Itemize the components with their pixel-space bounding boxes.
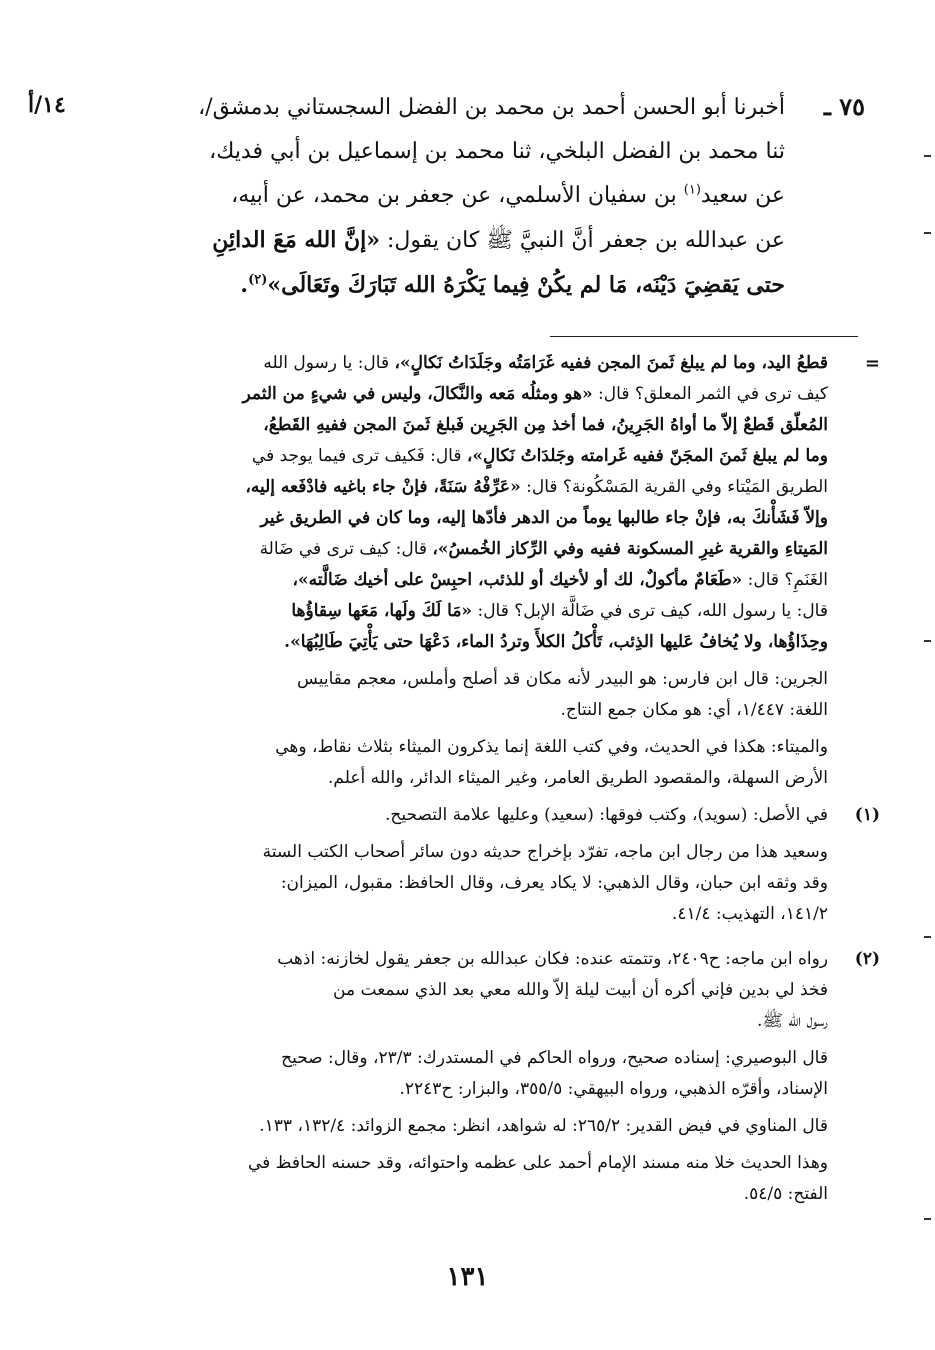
footnote-marker: (١)	[683, 182, 701, 198]
footnote-continuation	[110, 348, 880, 794]
footnote-paragraph	[110, 837, 828, 930]
bold-text: قطعُ اليد، وما لم يبلغ ثَمنَ المجن ففيه غَرَامَتُه وجَلَدَاتُ نَكالٍ»،	[394, 353, 828, 373]
note-mita	[110, 732, 828, 794]
footnote-line: وإلاّ فَشَأْنكَ به، فإنْ جاء طالبها يوماً من الدهر فأدّها إليه، وما كان في الطريق غير	[260, 508, 828, 528]
hadith-text	[108, 86, 785, 307]
hadith-line	[108, 263, 785, 307]
margin-tick	[924, 640, 931, 642]
hadith-line: ثنا محمد بن الفضل البلخي، ثنا محمد بن إسماعيل بن أبي فديك،	[209, 139, 785, 164]
footnote-paragraph	[110, 348, 828, 658]
footnote-paragraph	[110, 800, 828, 831]
footnote-line: رسول الله ﷺ.	[757, 1011, 828, 1031]
footnote-line: قال المناوي في فيض القدير: ٢٦٥/٢: له شواهد، انظر: مجمع الزوائد: ١٣٢/٤، ١٣٣.	[259, 1116, 828, 1136]
footnote-line: الإسناد، وأقرّه الذهبي، ورواه البيهقي: ٣٥٥/٥، والبزار: ح٢٢٤٣.	[399, 1079, 828, 1099]
bold-text: وما لم يبلغ ثَمنَ المجَنّ ففيه غَرامته وجَلدَاتُ نَكالٍ»،	[466, 446, 828, 466]
footnote-line	[110, 472, 828, 503]
footnote-line: الجرين: قال ابن فارس: هو البيدر لأنه مكان قد أصلح وأملس، معجم مقاييس	[297, 669, 828, 689]
hadith-line-part: عن عبدالله بن جعفر أنَّ النبيَّ ﷺ كان يقول:	[387, 228, 785, 253]
footnote-paragraph	[110, 944, 828, 1037]
hadith-line	[108, 174, 785, 218]
footnotes	[110, 348, 880, 1216]
footnote-line	[110, 565, 828, 596]
margin-tick	[924, 936, 931, 938]
footnote-line: رواه ابن ماجه: ح٢٤٠٩، وتتمته عنده: فكان عبدالله بن جعفر يقول لخازنه: اذهب	[277, 949, 828, 969]
continuation-mark: =	[864, 353, 880, 374]
footnote-line: الفتح: ٥٤/٥.	[743, 1184, 828, 1204]
footnote-line: ١٤١/٢، التهذيب: ٤١/٤.	[671, 904, 828, 924]
bold-text: «مَا لَكَ ولَها، مَعَها سِقاؤُها	[291, 601, 473, 621]
plain-text: الطريق المَيْتاء وفي القرية المَسْكُونة؟ قال:	[520, 477, 828, 497]
margin-tick	[924, 232, 931, 234]
footnote-line	[110, 441, 828, 472]
footnote-line: الأرض السهلة، والمقصود الطريق العامر، وغير الميثاء الدائر، والله أعلم.	[328, 768, 828, 788]
hadith-line-part: بن سفيان الأسلمي، عن جعفر بن محمد، عن أبيه،	[231, 183, 677, 208]
footnote-number: (١)	[854, 805, 880, 825]
footnote-line: اللغة: ١/٤٤٧، أي: هو مكان جمع النتاج.	[560, 700, 828, 720]
hadith-line-part: عن سعيد	[700, 183, 785, 208]
plain-text: قال: فَكيف ترى فيما يوجد في	[251, 446, 467, 466]
footnote-line: وقد وثقه ابن حبان، وقال الذهبي: لا يكاد يعرف، وقال الحافظ: مقبول، الميزان:	[280, 873, 828, 893]
footnote-line: المُعلّق قَطعٌ إلاّ ما أواهُ الجَرِينُ، فما أخذ مِن الجَرِين فَبلغ ثَمنَ المجن ففيهِ القَطعُ،	[263, 415, 828, 435]
footnote-line: فخذ لي بدين فإني أكره أن أبيت ليلة إلاّ والله معي بعد الذي سمعت من	[333, 980, 828, 1000]
hadith-matn: «إنَّ الله مَعَ الدائِنِ	[212, 227, 380, 253]
footnote-2	[110, 944, 880, 1210]
bold-text: «طَعَامٌ مأكولٌ، لك أو لأخيك أو للذئب، احبِسْ على أخيك ضَالَّته»،	[292, 570, 743, 590]
hadith-line	[108, 218, 785, 263]
plain-text: قال: يا رسول الله	[263, 353, 395, 373]
note-jarin	[110, 664, 828, 726]
footnote-paragraph	[110, 1043, 828, 1105]
footnote-number: (٢)	[854, 949, 880, 969]
margin-tick	[924, 1218, 931, 1220]
hadith-matn: حتى يَقضِيَ دَيْنَه، مَا لم يكُنْ فِيما يَكْرَهُ الله تَبَارَكَ وتَعَالَى»	[267, 272, 785, 298]
hadith-block	[108, 86, 865, 307]
plain-text: كيف ترى في الثمر المعلق؟ قال:	[592, 384, 828, 404]
hadith-line: أخبرنا أبو الحسن أحمد بن محمد بن الفضل السجستاني بدمشق/،	[198, 95, 785, 120]
footnote-line	[110, 348, 828, 379]
footnote-line: وحِذَاؤُها، ولا يُخافُ عَليها الذِئب، تَأْكلُ الكلأَ وتردُ الماء، دَعْهَا حتى يَأْتِيَ طَالِبُهَا».	[284, 632, 828, 652]
footnote-marker: (٢)	[248, 272, 268, 288]
plain-text: قال: كيف ترى في ضَالة	[259, 539, 433, 559]
footnote-line	[110, 596, 828, 627]
footnote-line: في الأصل: (سويد)، وكتب فوقها: (سعيد) وعليها علامة التصحيح.	[385, 805, 828, 825]
bold-text: المَيتاءِ والقرية غيرِ المسكونة ففيه وفي الرِّكاز الخُمسُ»،	[432, 539, 828, 559]
footnote-line: وسعيد هذا من رجال ابن ماجه، تفرّد بإخراج حديثه دون سائر أصحاب الكتب الستة	[262, 842, 828, 862]
margin-tick	[924, 155, 931, 157]
footnote-line: وهذا الحديث خلا منه مسند الإمام أحمد على عظمه واحتوائه، وقد حسنه الحافظ في	[247, 1153, 828, 1173]
bold-text: «عَرِّفْهُ سَنَةً، فإنْ جاء باغيه فادْفَعه إليه،	[245, 477, 521, 497]
footnote-line	[110, 534, 828, 565]
footnote-1	[110, 800, 880, 930]
hadith-number: ٧٥ ـ	[823, 92, 865, 121]
footnote-paragraph	[110, 1148, 828, 1210]
footnote-paragraph	[110, 1111, 828, 1142]
footnote-line: والميتاء: هكذا في الحديث، وفي كتب اللغة إنما يذكرون الميثاء بثلاث نقاط، وهي	[275, 737, 828, 757]
manuscript-folio-reference: ١٤/أ	[28, 92, 66, 118]
hadith-line-part: .	[240, 272, 249, 298]
page-number: ١٣١	[446, 1262, 489, 1292]
footnote-divider	[550, 336, 858, 337]
bold-text: «هو ومثلُه مَعه والنَّكالَ، وليس في شيءٍ من الثمر	[242, 384, 593, 404]
footnote-line: قال البوصيري: إسناده صحيح، ورواه الحاكم في المستدرك: ٢٣/٣، وقال: صحيح	[281, 1048, 828, 1068]
footnote-line	[110, 379, 828, 410]
plain-text: الغَنَمِ؟ قال:	[742, 570, 828, 590]
plain-text: قال: يا رسول الله، كيف ترى في ضَالَّة الإبل؟ قال:	[472, 601, 828, 621]
